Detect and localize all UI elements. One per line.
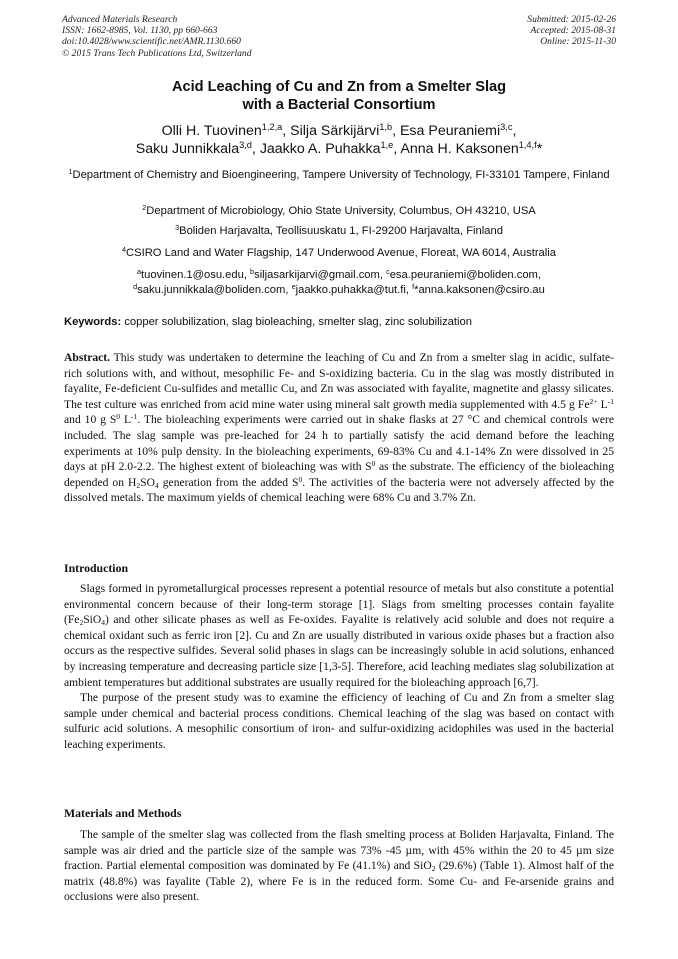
affiliation-text: Department of Microbiology, Ohio State University, Columbus, OH 43210, USA	[146, 205, 536, 217]
body-text: SiO	[83, 613, 102, 627]
author-name: Olli H. Tuovinen	[161, 123, 262, 139]
email-address[interactable]: saku.junnikkala@boliden.com,	[137, 283, 289, 296]
doi-line: doi:10.4028/www.scientific.net/AMR.1130.660	[62, 36, 241, 48]
abstract-text: SO	[140, 475, 155, 489]
keywords-text: copper solubilization, slag bioleaching, smelter slag, zinc solubilization	[124, 316, 472, 328]
affiliation-4	[60, 246, 618, 261]
email-sup: c	[386, 267, 390, 276]
affiliation-2	[60, 204, 618, 219]
abstract-text: . The activities of the bacteria were not adversely affected by the dissolved metals. The maximum yields of chemical leaching were 68% Cu and 3.7% Zn.	[64, 475, 614, 505]
body-text: The sample of the smelter slag was collected from the flash smelting process at Boliden Harjavalta, Finland. The sample was air dried and the particle size of the sample was 73% -45 µm, with 45% within the 20 to 45 µm size fraction. Partial elemental composition was dominated by Fe (41.1%) and SiO	[64, 828, 614, 873]
abstract-text: generation from the added S	[158, 475, 299, 489]
email-address[interactable]: siljasarkijarvi@gmail.com,	[254, 269, 383, 281]
journal-name: Advanced Materials Research	[62, 14, 178, 25]
affiliation-number: 1	[68, 167, 73, 176]
body-sub: 4	[101, 618, 106, 628]
introduction-paragraph-2: The purpose of the present study was to examine the efficiency of leaching of Cu and Zn from a smelter slag sample under chemical and bacterial process conditions. Chemical leaching of the slag was based on contact with sulfuric acid solutions. A mesophilic consortium of iron- and sulfur-oxidizing acidophiles was used in the bacterial leaching experiments.	[64, 691, 614, 751]
abstract-label: Abstract.	[64, 351, 111, 364]
introduction-heading: Introduction	[64, 561, 129, 575]
copyright-line: © 2015 Trans Tech Publications Ltd, Switzerland	[62, 47, 252, 59]
body-sub: 2	[79, 618, 84, 628]
abstract-sup: 2+	[589, 396, 598, 406]
affiliation-text: CSIRO Land and Water Flagship, 147 Underwood Avenue, Floreat, WA 6014, Australia	[126, 247, 556, 259]
affiliation-number: 2	[142, 203, 147, 212]
abstract-sup: 0	[116, 412, 121, 422]
accepted-date: Accepted: 2015-08-31	[530, 25, 616, 37]
email-sup: a	[136, 267, 142, 276]
author-affil-sup: 1,e	[380, 139, 394, 150]
introduction-paragraph-1	[64, 581, 614, 690]
affiliation-1	[60, 168, 618, 183]
email-address[interactable]: tuovinen.1@osu.edu,	[141, 269, 247, 281]
issn-line: ISSN: 1662-8985, Vol. 1130, pp 660-663	[62, 25, 218, 37]
author-affil-sup: 1,2,a	[261, 121, 283, 132]
body-text: (29.6%) (Table 1). Almost half of the matrix (48.8%) was fayalite (Table 2), where Fe is in the reduced form. Some Cu- and Fe-arsenide grains and occlusions were also present.	[64, 859, 614, 904]
methods-section	[64, 827, 614, 905]
email-sup: e	[291, 281, 296, 291]
body-text: Slags formed in pyrometallurgical processes represent a potential resource of metals but also constitute a potential environmental concern because of their long-term storage [1]. Slags from smelting processes contain fayalite (Fe	[64, 582, 614, 627]
author-affil-sup: 3,d	[239, 139, 252, 150]
email-sup: d	[133, 281, 138, 291]
email-sup: f	[412, 281, 415, 291]
title-line-2: with a Bacterial Consortium	[242, 97, 436, 113]
online-date: Online: 2015-11-30	[540, 36, 616, 48]
author-name: Saku Junnikkala	[135, 141, 240, 157]
email-address[interactable]: esa.peuraniemi@boliden.com,	[389, 269, 541, 281]
abstract-section	[64, 350, 614, 506]
abstract-text: as the substrate. The efficiency of the bioleaching depended on H	[64, 460, 614, 489]
methods-paragraph-1	[64, 827, 614, 905]
title-line-1: Acid Leaching of Cu and Zn from a Smelter Slag	[171, 79, 507, 95]
email-list	[60, 268, 618, 297]
keywords	[64, 316, 628, 328]
abstract-sup: 0	[298, 474, 303, 484]
abstract-sub: 4	[154, 480, 159, 490]
author-name: Esa Peuraniemi	[399, 123, 501, 139]
abstract-text: L	[120, 413, 132, 427]
author-affil-sup: 1,b	[379, 121, 393, 132]
abstract-text: . The bioleaching experiments were carried out in shake flasks at 27 °C and chemical controls were included. The slag sample was pre-leached for 24 h to partially satisfy the acid demand before the leaching experiments at 10% pulp density. In the bioleaching experiments, 69-83% Cu and 4.1-14% Zn were dissolved in 25 days at pH 2.0-2.2. The highest extent of bioleaching was with S	[64, 413, 614, 474]
abstract-paragraph	[64, 350, 614, 506]
author-name: Silja Särkijärvi	[290, 123, 380, 139]
affiliation-3	[60, 224, 618, 239]
author-name: Jaakko A. Puhakka	[259, 141, 381, 157]
body-text: ) and other silicate phases as well as Fe-oxides. Fayalite is relatively acid soluble and does not require a chemical oxidant such as ferric iron [2]. Cu and Zn are usually distributed in various oxide phases but a fraction also occurs as the respective sulfides. Several solid phases in slags can be increasingly soluble in acid solutions, enhanced by increasing temperature and decreasing particle size [1,3-5]. Therefore, acid leaching mediates slag solubilization at ambient temperatures but additional substrates are usually required for the bioleaching approach [6,7].	[64, 613, 614, 689]
journal-header	[62, 14, 252, 59]
author-affil-sup: 3,c	[500, 121, 513, 132]
submitted-date: Submitted: 2015-02-26	[527, 14, 616, 25]
corresponding-star: *	[536, 141, 543, 157]
affiliation-text: Boliden Harjavalta, Teollisuuskatu 1, FI-29200 Harjavalta, Finland	[179, 225, 503, 237]
abstract-sub: 2	[136, 480, 141, 490]
methods-heading: Materials and Methods	[64, 806, 182, 820]
author-name: Anna H. Kaksonen	[400, 141, 519, 157]
abstract-text: L	[597, 397, 608, 411]
author-affil-sup: 1,4,f	[518, 139, 537, 150]
dates-header	[527, 14, 616, 48]
email-address[interactable]: *anna.kaksonen@csiro.au	[414, 283, 545, 296]
abstract-sup: -1	[131, 412, 138, 422]
affiliation-number: 3	[175, 223, 180, 232]
abstract-sup: 0	[371, 459, 376, 469]
email-address[interactable]: jaakko.puhakka@tut.fi,	[295, 283, 409, 296]
author-list: Olli H. Tuovinen$^{1,2,a}$, Silja Särkijärvi$^{1,b}$, Esa Peuraniemi$^{3,c}$, Saku Junnikkala$^{3,d}$, Jaakko A. Puhakka$^{1,e}$, Anna H. Kaksonen$^{1,4,f}$*	[135, 121, 543, 157]
abstract-sup: -1	[607, 396, 614, 406]
affiliation-text: Department of Chemistry and Bioengineering, Tampere University of Technology, FI-33101 Tampere, Finland	[72, 169, 610, 181]
body-sub: 2	[431, 864, 436, 874]
introduction-section	[64, 581, 614, 753]
affiliation-number: 4	[122, 245, 127, 254]
paper-title	[40, 78, 638, 114]
keywords-label: Keywords:	[64, 316, 122, 328]
abstract-text: This study was undertaken to determine the leaching of Cu and Zn from a smelter slag in acidic, sulfate-rich solutions with, and without, mesophilic Fe- and S-oxidizing bacteria. Cu in the slag was mostly distributed in fayalite, Fe-deficient Cu-sulfides and metallic Cu, and Zn was associated with fayalite, magnetite and glassy silicates. The test culture was enriched from acid mine water using mineral salt growth media supplemented with 4.5 g Fe	[64, 351, 614, 411]
email-sup: b	[250, 267, 255, 276]
abstract-text: and 10 g S	[64, 413, 117, 427]
